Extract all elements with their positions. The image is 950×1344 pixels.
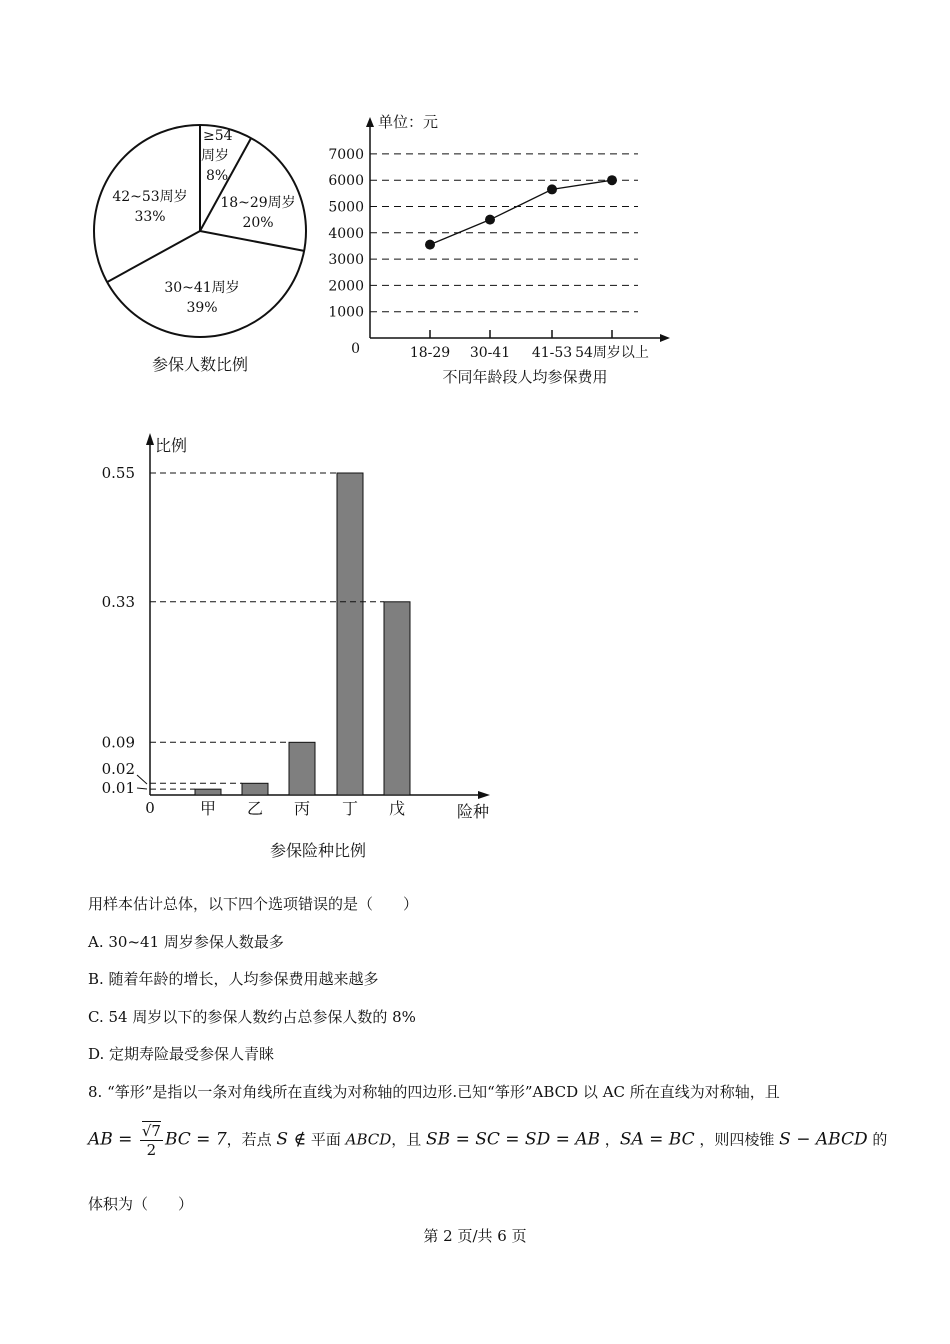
pie-label-54: ≥54 [203,128,233,144]
line-title: 不同年龄段人均参保费用 [442,368,608,386]
line-ytick-1000: 1000 [328,304,364,321]
q8-line3: 体积为（ ） [88,1195,194,1213]
q8-fraction [140,1122,163,1159]
q8-abcd: ABCD [345,1130,392,1149]
line-ytick-4000: 4000 [328,225,364,242]
bar-title: 参保险种比例 [269,841,367,860]
bar-cat-1: 乙 [246,799,264,818]
bar-cat-3: 丁 [341,799,359,818]
pie-chart [80,110,330,390]
pie-pct-18-29: 20% [242,215,274,231]
bar-cat-0: 甲 [199,799,217,818]
bar-pointer-002 [137,775,147,784]
line-series [430,180,612,244]
bar-pointer-001 [137,788,147,789]
line-point-0 [425,240,435,250]
bar-y-arrow [146,433,154,445]
pie-label-54-unit: 周岁 [201,148,229,164]
line-ytick-2000: 2000 [328,278,364,295]
q8-two: 2 [146,1141,157,1159]
bar-4 [384,602,410,795]
line-unit-label: 单位：元 [378,113,439,131]
line-xtick-1: 30-41 [469,345,511,361]
q8-mid2: 平面 [306,1130,346,1149]
pie-slice-2 [200,231,304,251]
q8-mid3: ，且 [391,1130,427,1149]
line-ytick-6000: 6000 [328,173,364,190]
line-y-arrow [366,117,374,127]
q8-line1: 8. “筝形”是指以一条对角线所在直线为对称轴的四边形.已知“筝形”ABCD 以 AC 所在直线为对称轴，且 [88,1083,780,1101]
pie-pct-30-41: 39% [186,300,218,316]
q8-ab: AB [88,1129,113,1150]
page-footer: 第 2 页/共 6 页 [423,1227,527,1245]
q7-option-a: A. 30~41 周岁参保人数最多 [88,933,284,951]
pie-label-18-29: 18~29周岁 [220,195,296,211]
pie-title: 参保人数比例 [151,355,249,374]
q8-mid1: ，若点 [226,1130,277,1149]
line-xtick-0: 18-29 [409,345,451,361]
bar-2 [289,742,315,795]
q8-eq: = [112,1129,138,1150]
pie-label-42-53: 42~53周岁 [112,189,188,205]
bar-3 [337,473,363,795]
q8-end: 的 [867,1130,888,1149]
bar-xlabel: 险种 [457,802,490,821]
q8-sa: SA = BC [619,1129,695,1150]
q8-bc7: BC = 7 [164,1129,227,1150]
line-xtick-2: 41-53 [531,345,573,361]
q8-sb: SB = SC = SD = AB [426,1129,601,1150]
bar-chart [95,425,515,870]
q7-option-d: D. 定期寿险最受参保人青睐 [88,1045,275,1063]
line-point-2 [547,184,557,194]
line-ytick-5000: 5000 [328,199,364,216]
bar-x-arrow [478,791,490,799]
q8-mid5: ，则四棱锥 [694,1130,780,1149]
q7-option-c: C. 54 周岁以下的参保人数约占总参保人数的 8% [88,1008,416,1026]
q8-mid4: ， [600,1130,620,1149]
q8-sqrt7: √7 [141,1122,161,1140]
q7-option-b: B. 随着年龄的增长，人均参保费用越来越多 [88,970,379,988]
bar-ytick-0.55: 0.55 [101,464,135,482]
line-x-arrow [660,334,670,342]
bar-cat-2: 丙 [293,799,311,818]
line-point-3 [607,175,617,185]
pie-label-30-41: 30~41周岁 [164,280,240,296]
bar-cat-4: 戊 [388,799,406,818]
bar-ytick-0.33: 0.33 [101,592,135,611]
q8-line2 [88,1122,887,1159]
q8-s-notin: S ∉ [276,1129,307,1150]
line-chart [320,105,690,390]
bar-1 [242,783,268,795]
line-point-1 [485,215,495,225]
pie-slice-3 [107,231,200,282]
pie-pct-42-53: 33% [134,209,166,225]
bar-ytick-0.01: 0.01 [101,779,135,797]
bar-ytick-0.02: 0.02 [101,760,135,778]
line-ytick-3000: 3000 [328,252,364,269]
bar-0 [195,789,221,795]
bar-origin: 0 [145,799,155,817]
q8-sabcd: S − ABCD [779,1129,868,1150]
line-ytick-7000: 7000 [328,146,364,163]
line-origin: 0 [351,341,360,357]
q7-stem: 用样本估计总体，以下四个选项错误的是（ ） [88,895,419,913]
pie-pct-54: 8% [206,168,229,184]
line-xtick-3: 54周岁以上 [575,345,649,361]
bar-ytick-0.09: 0.09 [101,733,135,752]
bar-ylabel: 比例 [155,436,188,455]
